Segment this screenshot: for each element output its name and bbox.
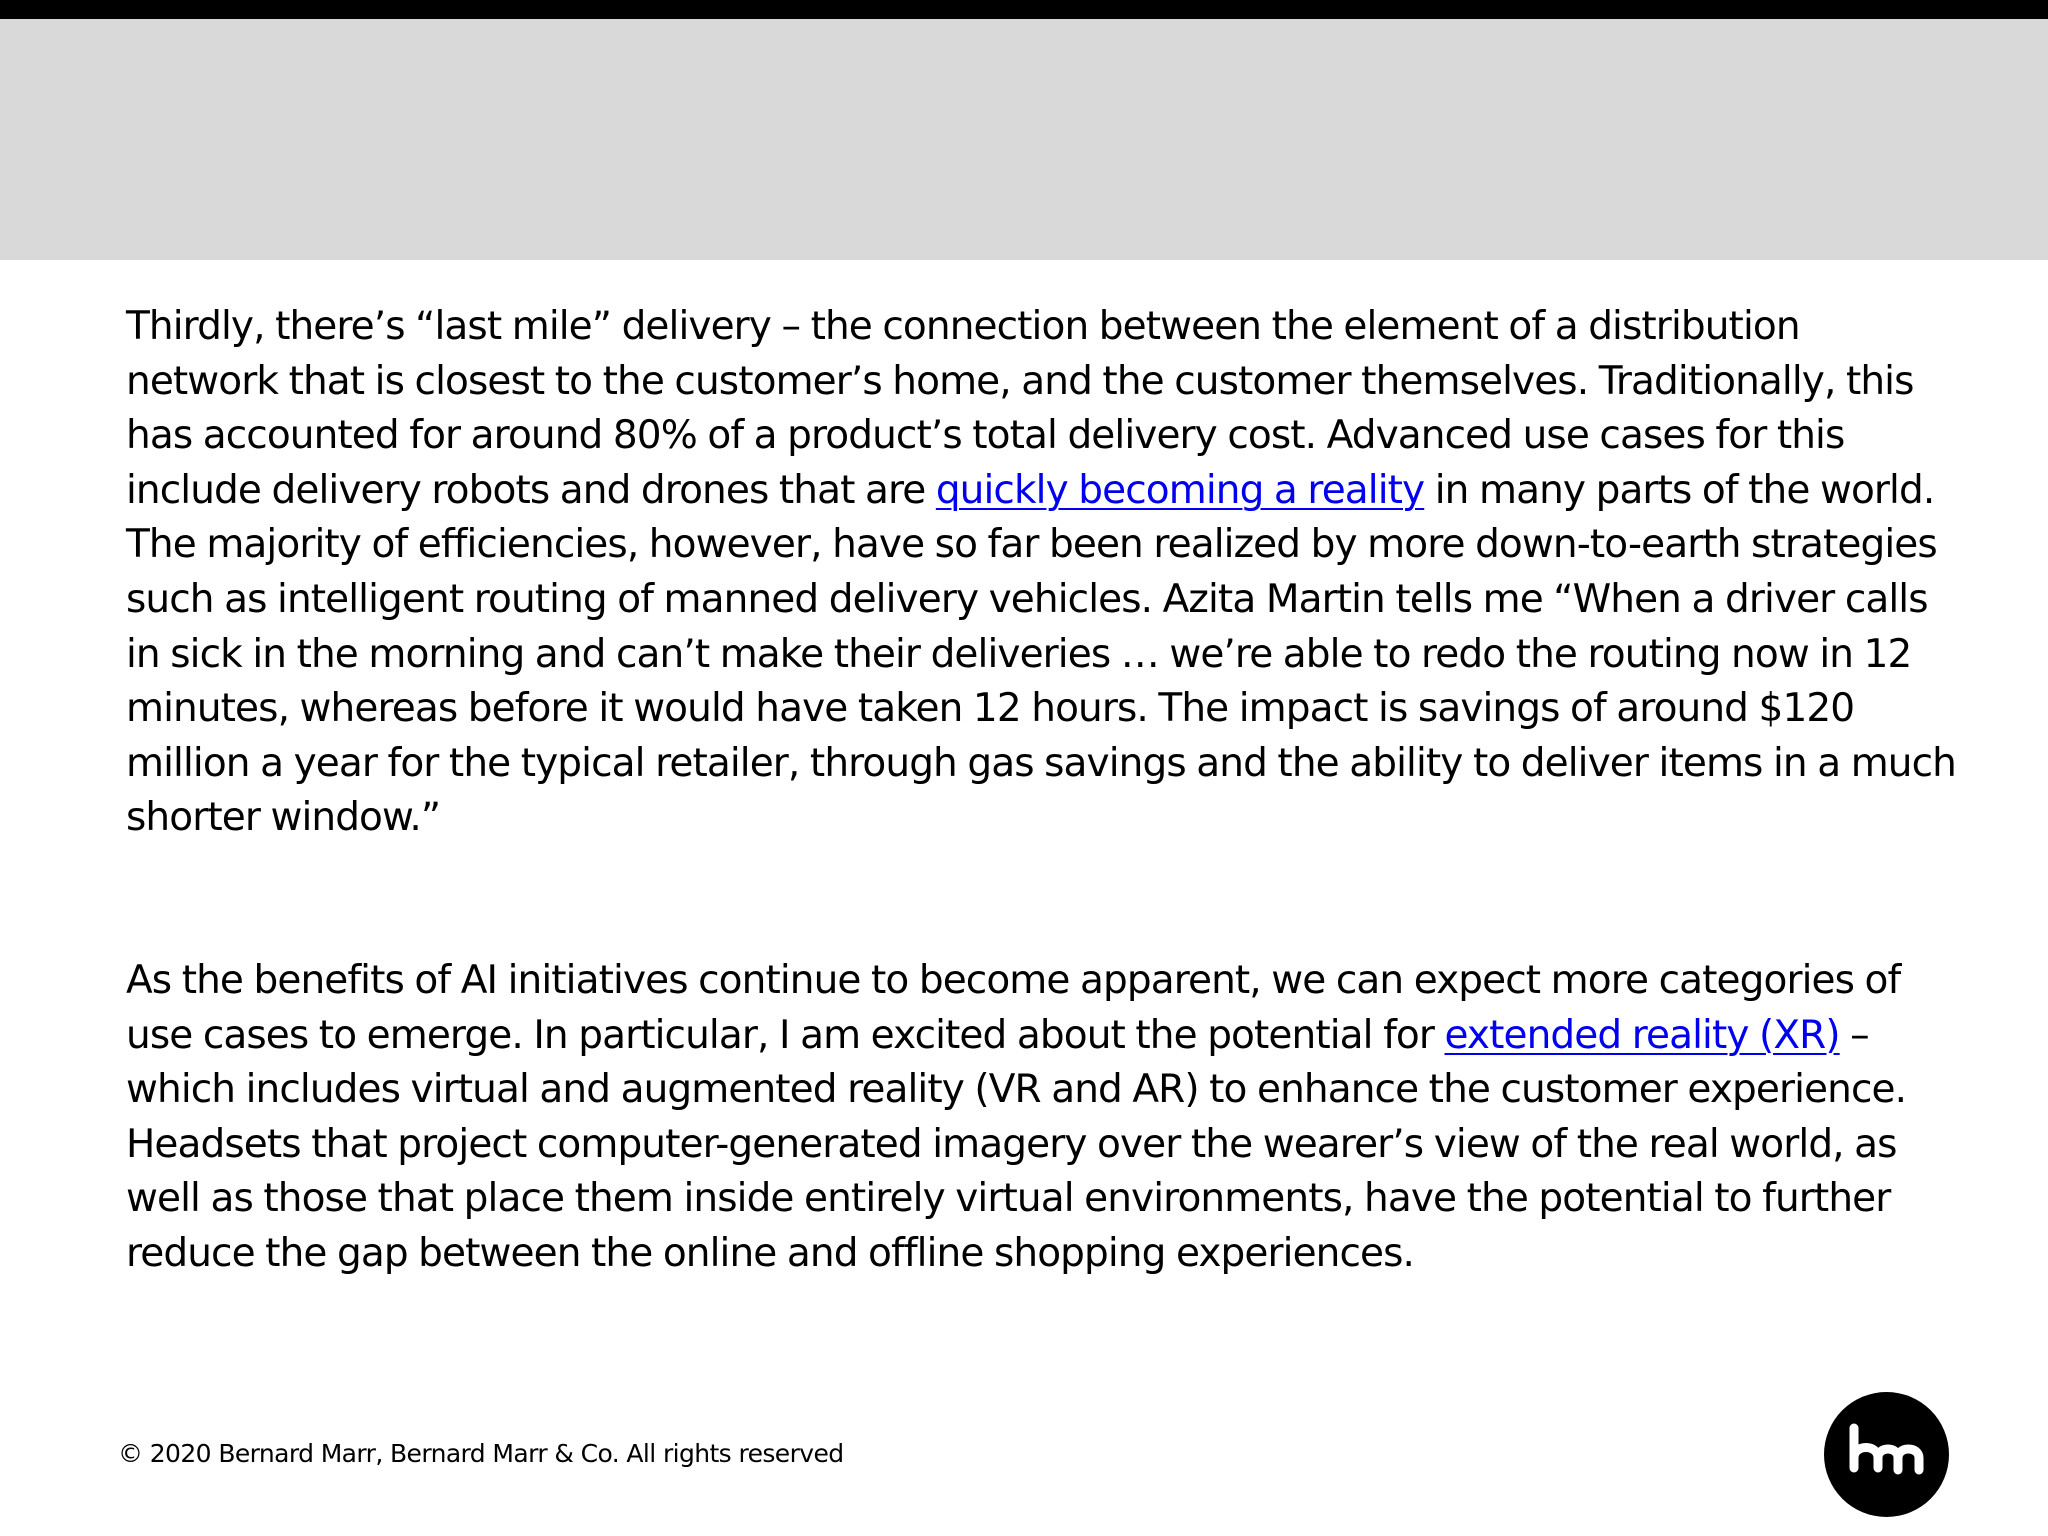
bm-logo: [1824, 1392, 1949, 1517]
paragraph-last-mile: [126, 300, 1956, 846]
top-bar: [0, 0, 2048, 19]
paragraph-last-mile-text-start: Thirdly, there’s “last mile” delivery – the connection between the element of a distribution network that is closest to the customer’s home, and the customer themselves. Traditionally, this has accounted for around 80% of a product’s total delivery cost. Advanced use cases for this include delivery robots and drones that are: [126, 304, 1914, 513]
article-content: [126, 300, 1956, 1282]
footer-copyright: © 2020 Bernard Marr, Bernard Marr & Co. All rights reserved: [118, 1439, 844, 1468]
paragraph-last-mile-text-end: in many parts of the world. The majority of efficiencies, however, have so far been realized by more down-to-earth strategies such as intelligent routing of manned delivery vehicles. Azita Martin tells me “When a driver calls in sick in the morning and can’t make their deliveries … we’re able to redo the routing now in 12 minutes, whereas before it would have taken 12 hours. The impact is savings of around $120 million a year for the typical retailer, through gas savings and the ability to deliver items in a much shorter window.”: [126, 467, 1956, 841]
paragraph-xr-text-end: – which includes virtual and augmented reality (VR and AR) to enhance the customer experience. Headsets that project computer-generated imagery over the wearer’s view of the real world, as well as those that place them inside entirely virtual environments, have the potential to further reduce the gap between the online and offline shopping experiences.: [126, 1012, 1907, 1276]
link-quickly-becoming-a-reality[interactable]: quickly becoming a reality: [935, 467, 1425, 513]
link-extended-reality[interactable]: extended reality (XR): [1444, 1012, 1840, 1058]
paragraph-xr-text-start: As the benefits of AI initiatives continue to become apparent, we can expect more categories of use cases to emerge. In particular, I am excited about the potential for: [126, 957, 1901, 1058]
header-band: [0, 19, 2048, 260]
paragraph-xr: [126, 954, 1956, 1282]
